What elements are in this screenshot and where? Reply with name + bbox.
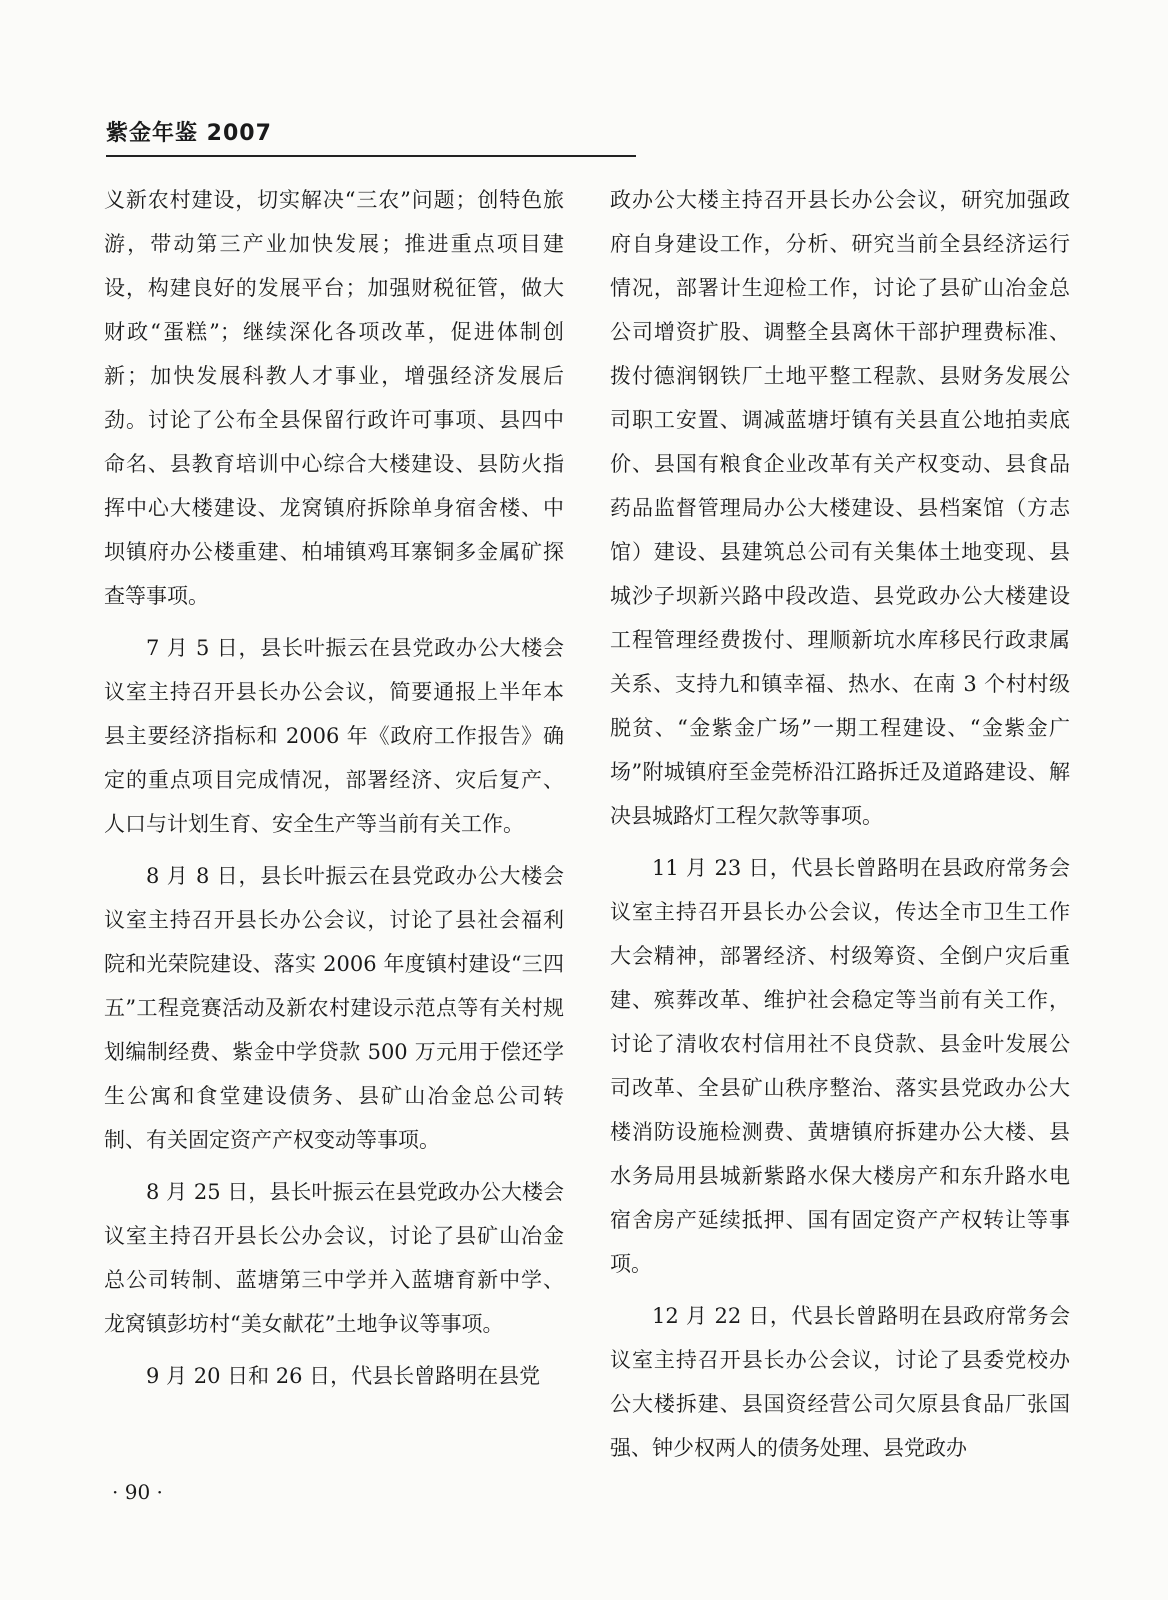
paragraph: 11 月 23 日，代县长曾路明在县政府常务会议室主持召开县长办公会议，传达全市卫生工作大会精神，部署经济、村级筹资、全倒户灾后重建、殡葬改革、维护社会稳定等当前有关工作，讨论了清收农村信用社不良贷款、县金叶发展公司改革、全县矿山秩序整治、落实县党政办公大楼消防设施检测费、黄塘镇府拆建办公大楼、县水务局用县城新紫路水保大楼房产和东升路水电宿舍房产延续抵押、国有固定资产产权转让等事项。 xyxy=(610,856,1070,1276)
paragraph: 政办公大楼主持召开县长办公会议，研究加强政府自身建设工作，分析、研究当前全县经济运行情况，部署计生迎检工作，讨论了县矿山冶金总公司增资扩股、调整全县离休干部护理费标准、拨付德润钢铁厂土地平整工程款、县财务发展公司职工安置、调减蓝塘圩镇有关县直公地拍卖底价、县国有粮食企业改革有关产权变动、县食品药品监督管理局办公大楼建设、县档案馆（方志馆）建设、县建筑总公司有关集体土地变现、县城沙子坝新兴路中段改造、县党政办公大楼建设工程管理经费拨付、理顺新坑水库移民行政隶属关系、支持九和镇幸福、热水、在南 3 个村村级脱贫、“金紫金广场”一期工程建设、“金紫金广场”附城镇府至金莞桥沿江路拆迁及道路建设、解决县城路灯工程欠款等事项。 xyxy=(610,188,1070,828)
paragraph: 12 月 22 日，代县长曾路明在县政府常务会议室主持召开县长办公会议，讨论了县委党校办公大楼拆建、县国资经营公司欠原县食品厂张国强、钟少权两人的债务处理、县党政办 xyxy=(610,1304,1070,1460)
header-rule xyxy=(106,155,636,157)
running-header-title: 紫金年鉴 2007 xyxy=(106,121,272,146)
right-column xyxy=(610,178,1070,1478)
paragraph: 9 月 20 日和 26 日，代县长曾路明在县党 xyxy=(146,1364,541,1388)
left-column xyxy=(104,178,564,1406)
paragraph: 8 月 8 日，县长叶振云在县党政办公大楼会议室主持召开县长办公会议，讨论了县社会福利院和光荣院建设、落实 2006 年度镇村建设“三四五”工程竞赛活动及新农村建设示范点等有关村规划编制经费、紫金中学贷款 500 万元用于偿还学生公寓和食堂建设债务、县矿山冶金总公司转制、有关固定资产产权变动等事项。 xyxy=(104,864,564,1152)
paragraph: 8 月 25 日，县长叶振云在县党政办公大楼会议室主持召开县长公办会议，讨论了县矿山冶金总公司转制、蓝塘第三中学并入蓝塘育新中学、龙窝镇彭坊村“美女献花”土地争议等事项。 xyxy=(104,1180,564,1336)
paragraph: 7 月 5 日，县长叶振云在县党政办公大楼会议室主持召开县长办公会议，简要通报上半年本县主要经济指标和 2006 年《政府工作报告》确定的重点项目完成情况，部署经济、灾后复产、人口与计划生育、安全生产等当前有关工作。 xyxy=(104,636,564,836)
page-number: · 90 · xyxy=(112,1480,163,1504)
paragraph: 义新农村建设，切实解决“三农”问题；创特色旅游，带动第三产业加快发展；推进重点项目建设，构建良好的发展平台；加强财税征管，做大财政“蛋糕”；继续深化各项改革，促进体制创新；加快发展科教人才事业，增强经济发展后劲。讨论了公布全县保留行政许可事项、县四中命名、县教育培训中心综合大楼建设、县防火指挥中心大楼建设、龙窝镇府拆除单身宿舍楼、中坝镇府办公楼重建、柏埔镇鸡耳寨铜多金属矿探查等事项。 xyxy=(104,188,564,608)
